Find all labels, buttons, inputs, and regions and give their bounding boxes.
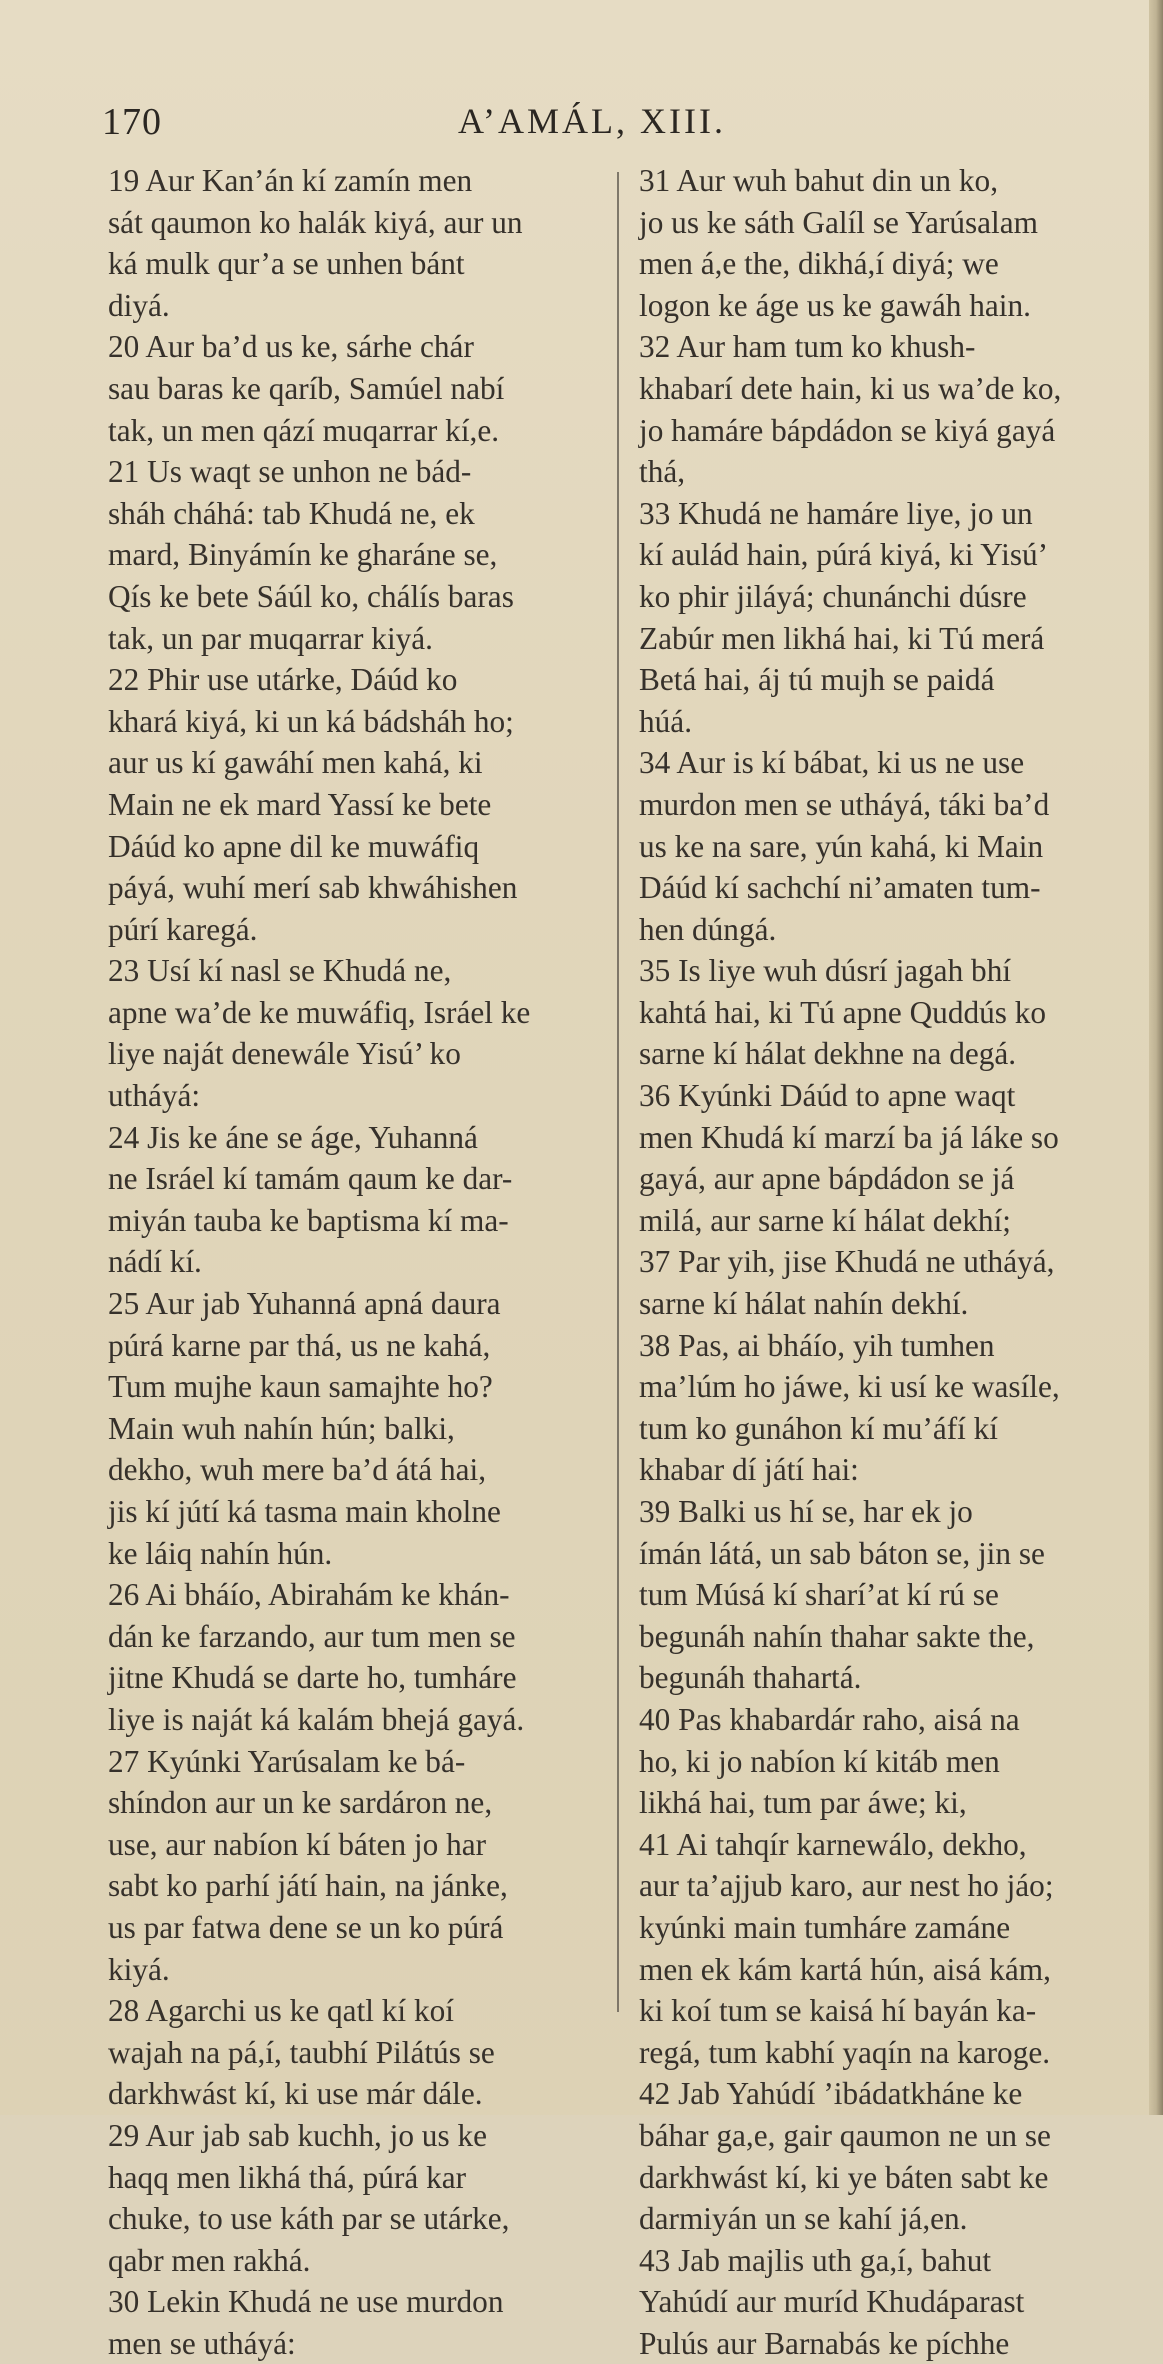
verse-line: men ek kám kartá hún, aisá kám, xyxy=(639,1951,1051,1987)
verse-line: 20 Aur ba’d us ke, sárhe chár xyxy=(108,329,474,365)
verse-line: 35 Is liye wuh dúsrí jagah bhí xyxy=(639,953,1012,989)
verse-line: 26 Ai bháío, Abirahám ke khán- xyxy=(108,1577,510,1613)
verse-line: sabt ko parhí játí hain, na jánke, xyxy=(108,1868,508,1904)
verse-line: kahtá hai, ki Tú apne Quddús ko xyxy=(639,994,1047,1030)
verse-line: jitne Khudá se darte ho, tumháre xyxy=(108,1660,517,1696)
verse-line: 29 Aur jab sab kuchh, jo us ke xyxy=(108,2117,487,2153)
verse-line: begunáh nahín thahar sakte the, xyxy=(639,1618,1035,1654)
verse-line: haqq men likhá thá, púrá kar xyxy=(108,2159,467,2195)
verse-line: thá, xyxy=(639,454,686,490)
verse-line: shíndon aur un ke sardáron ne, xyxy=(108,1785,493,1821)
verse-line: 28 Agarchi us ke qatl kí koí xyxy=(108,1993,454,2029)
verse-line: sau baras ke qaríb, Samúel nabí xyxy=(108,370,505,406)
verse-line: wajah na pá,í, taubhí Pilátús se xyxy=(108,2034,495,2070)
verse-line: tum Músá kí sharí’at kí rú se xyxy=(639,1577,999,1613)
right-column xyxy=(639,160,1135,2364)
verse-line: tak, un par muqarrar kiyá. xyxy=(108,620,434,656)
verse-line: Qís ke bete Sáúl ko, chálís baras xyxy=(108,578,514,614)
verse-line: nádí kí. xyxy=(108,1244,202,1280)
verse-line: kyúnki main tumháre zamáne xyxy=(639,1909,1011,1945)
verse-line: 41 Ai tahqír karnewálo, dekho, xyxy=(639,1826,1027,1862)
verse-line: 27 Kyúnki Yarúsalam ke bá- xyxy=(108,1743,466,1779)
verse-line: dán ke farzando, aur tum men se xyxy=(108,1618,516,1654)
verse-line: miyán tauba ke baptisma kí ma- xyxy=(108,1202,509,1238)
verse-line: us ke na sare, yún kahá, ki Main xyxy=(639,828,1044,864)
verse-line: 24 Jis ke áne se áge, Yuhanná xyxy=(108,1119,478,1155)
column-divider xyxy=(617,172,619,2012)
verse-line: ká mulk qur’a se unhen bánt xyxy=(108,246,465,282)
verse-line: jo hamáre bápdádon se kiyá gayá xyxy=(639,412,1056,448)
verse-line: 32 Aur ham tum ko khush- xyxy=(639,329,976,365)
verse-line: aur ta’ajjub karo, aur nest ho jáo; xyxy=(639,1868,1054,1904)
verse-line: 43 Jab majlis uth ga,í, bahut xyxy=(639,2242,992,2278)
verse-line: logon ke áge us ke gawáh hain. xyxy=(639,287,1031,323)
verse-line: ke láiq nahín hún. xyxy=(108,1535,333,1571)
verse-line: Dáúd kí sachchí ni’amaten tum- xyxy=(639,870,1041,906)
verse-line: diyá. xyxy=(108,287,170,323)
verse-line: sháh cháhá: tab Khudá ne, ek xyxy=(108,495,475,531)
verse-line: púrí karegá. xyxy=(108,911,258,947)
page-number: 170 xyxy=(102,101,162,143)
verse-line: kí aulád hain, púrá kiyá, ki Yisú’ xyxy=(639,537,1049,573)
verse-line: 39 Balki us hí se, har ek jo xyxy=(639,1494,973,1529)
verse-line: Tum mujhe kaun samajhte ho? xyxy=(108,1369,493,1405)
verse-line: ímán látá, un sab báton se, jin se xyxy=(639,1535,1045,1571)
verse-line: men se utháyá: xyxy=(108,2325,296,2361)
verse-line: jo us ke sáth Galíl se Yarúsalam xyxy=(639,204,1038,240)
verse-line: begunáh thahartá. xyxy=(639,1660,862,1696)
verse-line: khabar dí játí hai: xyxy=(639,1452,859,1488)
verse-line: sarne kí hálat dekhne na degá. xyxy=(639,1036,1017,1072)
verse-line: likhá hai, tum par áwe; ki, xyxy=(639,1785,967,1821)
verse-line: 21 Us waqt se unhon ne bád- xyxy=(108,454,472,490)
verse-line: 23 Usí kí nasl se Khudá ne, xyxy=(108,953,452,989)
verse-line: 25 Aur jab Yuhanná apná daura xyxy=(108,1286,501,1322)
verse-line: us par fatwa dene se un ko púrá xyxy=(108,1909,504,1945)
verse-line: húá. xyxy=(639,703,693,739)
verse-line: use, aur nabíon kí báten jo har xyxy=(108,1826,487,1862)
running-title: A’AMÁL, XIII. xyxy=(458,101,726,141)
verse-line: púrá karne par thá, us ne kahá, xyxy=(108,1327,491,1363)
verse-line: utháyá: xyxy=(108,1078,201,1114)
verse-line: apne wa’de ke muwáfiq, Isráel ke xyxy=(108,994,531,1030)
verse-line: 19 Aur Kan’án kí zamín men xyxy=(108,163,473,198)
verse-line: mard, Binyámín ke gharáne se, xyxy=(108,537,498,573)
verse-line: 42 Jab Yahúdí ’ibádatkháne ke xyxy=(639,2076,1023,2112)
verse-line: hen dúngá. xyxy=(639,911,777,947)
verse-line: men Khudá kí marzí ba já láke so xyxy=(639,1119,1059,1155)
verse-line: 31 Aur wuh bahut din un ko, xyxy=(639,163,999,198)
verse-line: Main wuh nahín hún; balki, xyxy=(108,1410,455,1446)
verse-line: qabr men rakhá. xyxy=(108,2242,311,2278)
verse-line: tak, un men qází muqarrar kí,e. xyxy=(108,412,500,448)
verse-line: 34 Aur is kí bábat, ki us ne use xyxy=(639,745,1025,781)
verse-line: liye naját denewále Yisú’ ko xyxy=(108,1036,461,1072)
verse-line: dekho, wuh mere ba’d átá hai, xyxy=(108,1452,487,1488)
verse-line: ne Isráel kí tamám qaum ke dar- xyxy=(108,1161,513,1197)
verse-line: báhar ga,e, gair qaumon ne un se xyxy=(639,2117,1051,2153)
verse-line: sarne kí hálat nahín dekhí. xyxy=(639,1286,969,1322)
verse-line: Dáúd ko apne dil ke muwáfiq xyxy=(108,828,480,864)
verse-line: 33 Khudá ne hamáre liye, jo un xyxy=(639,495,1033,531)
verse-line: 37 Par yih, jise Khudá ne utháyá, xyxy=(639,1244,1055,1280)
verse-line: khabarí dete hain, ki us wa’de ko, xyxy=(639,370,1062,406)
verse-line: ho, ki jo nabíon kí kitáb men xyxy=(639,1743,1000,1779)
verse-line: tum ko gunáhon kí mu’áfí kí xyxy=(639,1410,998,1446)
verse-line: 30 Lekin Khudá ne use murdon xyxy=(108,2284,504,2320)
verse-line: Betá hai, áj tú mujh se paidá xyxy=(639,662,995,698)
verse-line: gayá, aur apne bápdádon se já xyxy=(639,1161,1015,1197)
verse-line: Yahúdí aur muríd Khudáparast xyxy=(639,2284,1025,2320)
verse-line: 36 Kyúnki Dáúd to apne waqt xyxy=(639,1078,1016,1114)
left-column xyxy=(108,160,604,2364)
verse-line: 22 Phir use utárke, Dáúd ko xyxy=(108,662,458,698)
verse-line: ma’lúm ho jáwe, ki usí ke wasíle, xyxy=(639,1369,1060,1405)
verse-line: jis kí jútí ká tasma main kholne xyxy=(108,1494,501,1529)
verse-line: Pulús aur Barnabás ke píchhe xyxy=(639,2325,1010,2361)
verse-line: Main ne ek mard Yassí ke bete xyxy=(108,786,492,822)
verse-line: darmiyán un se kahí já,en. xyxy=(639,2201,968,2237)
verse-line: darkhwást kí, ki use már dále. xyxy=(108,2076,483,2112)
verse-line: darkhwást kí, ki ye báten sabt ke xyxy=(639,2159,1049,2195)
verse-line: regá, tum kabhí yaqín na karoge. xyxy=(639,2034,1051,2070)
verse-line: ko phir jiláyá; chunánchi dúsre xyxy=(639,578,1027,614)
verse-line: chuke, to use káth par se utárke, xyxy=(108,2201,510,2237)
verse-line: aur us kí gawáhí men kahá, ki xyxy=(108,745,483,781)
page-edge-shadow xyxy=(1149,0,1163,2115)
verse-line: milá, aur sarne kí hálat dekhí; xyxy=(639,1202,1011,1238)
verse-line: kiyá. xyxy=(108,1951,170,1987)
verse-line: liye is naját ká kalám bhejá gayá. xyxy=(108,1701,525,1737)
verse-line: 40 Pas khabardár raho, aisá na xyxy=(639,1701,1020,1737)
page-header xyxy=(92,100,1132,152)
verse-line: páyá, wuhí merí sab khwáhishen xyxy=(108,870,518,906)
verse-line: men á,e the, dikhá,í diyá; we xyxy=(639,246,999,282)
verse-line: murdon men se utháyá, táki ba’d xyxy=(639,786,1050,822)
verse-line: ki koí tum se kaisá hí bayán ka- xyxy=(639,1993,1037,2029)
verse-line: Zabúr men likhá hai, ki Tú merá xyxy=(639,620,1045,656)
verse-line: sát qaumon ko halák kiyá, aur un xyxy=(108,204,523,240)
verse-line: 38 Pas, ai bháío, yih tumhen xyxy=(639,1327,995,1363)
verse-line: khará kiyá, ki un ká bádsháh ho; xyxy=(108,703,514,739)
